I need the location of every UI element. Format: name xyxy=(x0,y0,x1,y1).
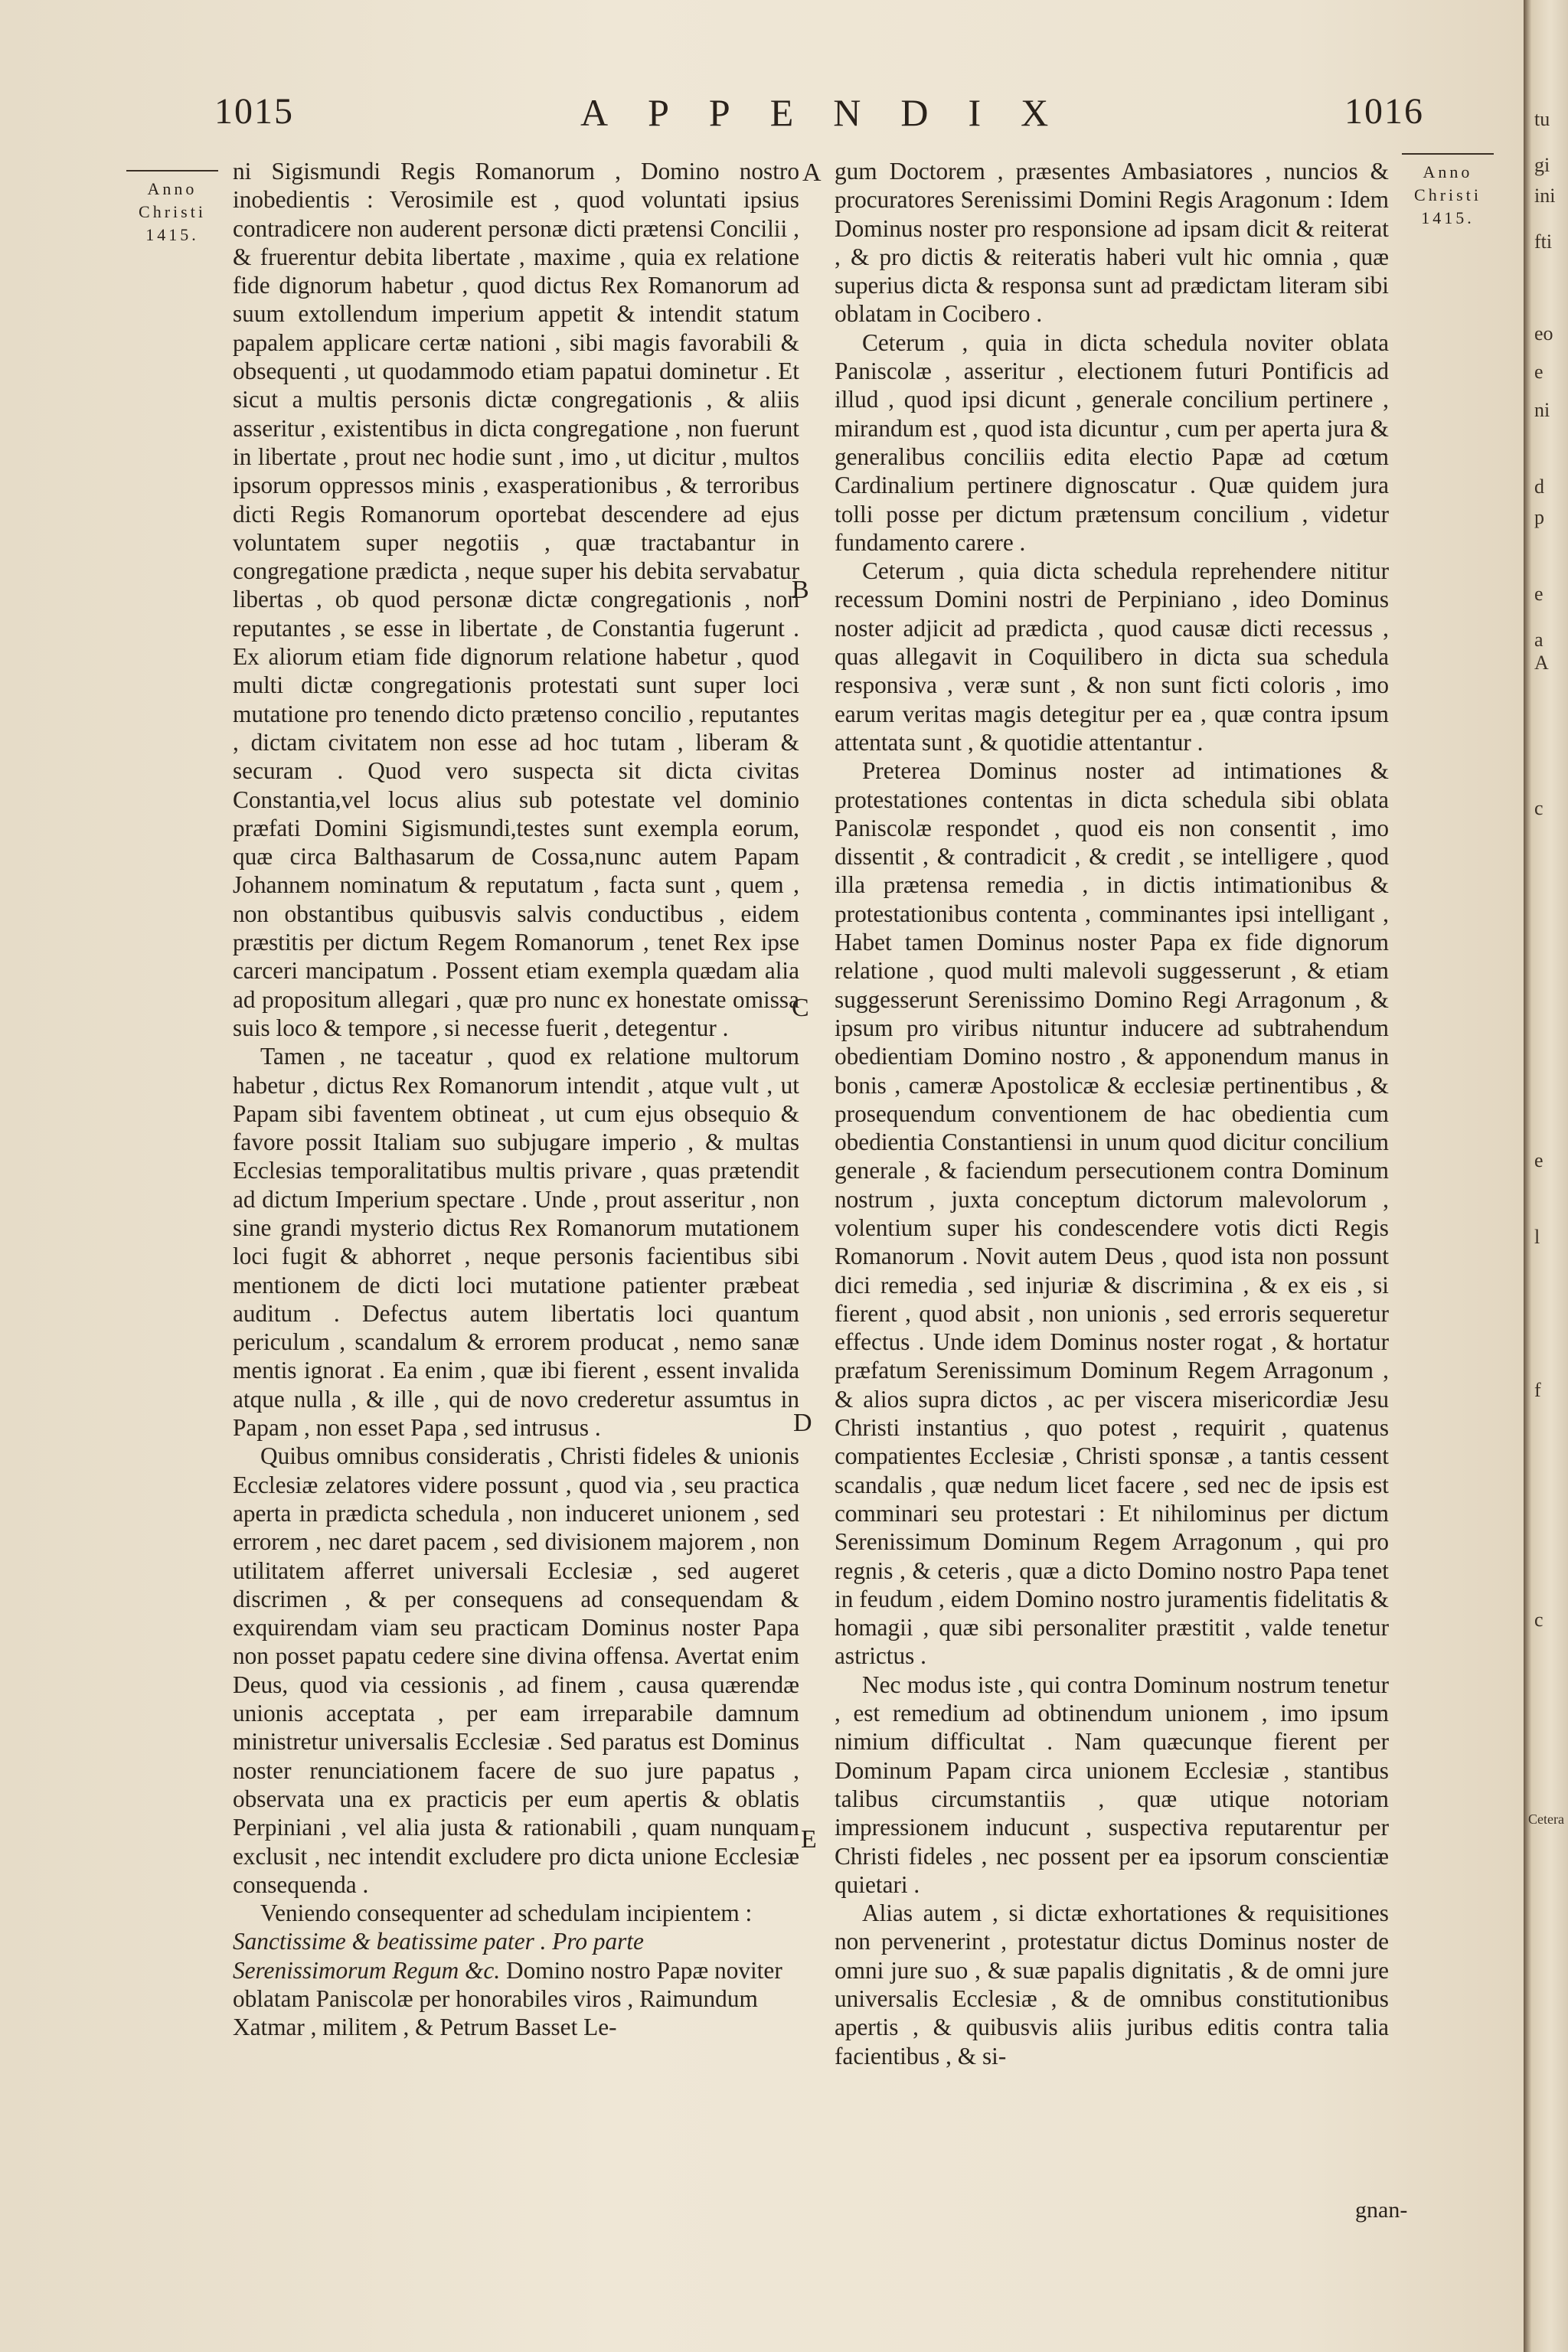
section-letter-c: C xyxy=(792,994,809,1022)
edge-fragment: tu xyxy=(1534,108,1550,130)
margin-note-left xyxy=(122,170,222,247)
page-header xyxy=(214,90,1424,152)
section-letter-e: E xyxy=(801,1825,817,1854)
right-paragraph-5: Nec modus iste , qui contra Dominum nostrum tenetur , est remedium ad obtinendum unionem , imo ipsum nimium difficultat . Nam quæcunque fierent per Dominum Papam circa unionem Ecclesiæ , stantibus talibus circumstantiis , quæ utique notoriam impressionem inducunt , suspectiva reputarentur per Christi fideles , nec possent per ea ipsorum conscientiæ quietari . xyxy=(835,1671,1389,1898)
edge-fragment: c xyxy=(1534,1609,1544,1631)
edge-fragment: A xyxy=(1534,652,1549,674)
margin-note-right xyxy=(1398,153,1498,230)
left-paragraph-3: Quibus omnibus consideratis , Christi fideles & unionis Ecclesiæ zelatores videre possunt , quod via , seu practica aperta in prædicta schedula , non induceret unionem , sed errorem , nec daret pacem , sed divisionem majorem , non utilitatem afferret universali Ecclesiæ , sed augeret discrimen , & per consequens ad consequendam & exquirendam viam seu practicam Dominus noster Papa non posset papatu cedere sine divina offensa. Avertat enim Deus, quod via cessionis , ad finem , causa quærendæ unionis acceptata , per eam irreparabile damnum ministretur universalis Ecclesiæ . Sed paratus est Dominus noster renunciationem facere de suo jure papatus , observata una ex practicis per eum apertis & oblatis Perpiniani , vel alia justa & rationabili , quam nunquam exclusit , nec intendit excludere pro dicta unione Ecclesiæ consequenda . xyxy=(233,1442,799,1898)
adjacent-page-edge xyxy=(1524,0,1568,2352)
right-paragraph-4: Preterea Dominus noster ad intimationes & protestationes contentas in dicta schedula sibi oblata Paniscolæ respondet , quod eis non consentit , imo dissentit , & contradicit , & credit , se intelligere , quod illa prætensa remedia , in dictis intimationibus & protestationibus contenta , comminantes ipsi intelligant , Habet tamen Dominus noster Papa ex fide dignorum relatione , quod multi malevoli suggesserunt , & etiam suggesserunt Serenissimo Domino Regi Arragonum , & ipsum pro viribus nituntur inducere ad subtrahendum obedientiam Domino nostro , & apponendum manus in bonis , cameræ Apostolicæ & ecclesiæ pertinentibus , & prosequendum conventionem de hac obedientia cum obedientia Constantiensi in unum quod dicitur concilium generale , & faciendum persecutionem contra Dominum nostrum , juxta conceptum dictorum malevolorum , volentium super his condescendere votis dicti Regis Romanorum . Novit autem Deus , quod ista non possunt dici remedia , sed injuriæ & discrimina , & ex eis , si fierent , quod absit , non unionis , sed erroris sequeretur effectus . Unde idem Dominus noster rogat , & hortatur præfatum Serenissimum Dominum Regem Arragonum , & alios supra dictos , ac per viscera misericordiæ Jesu Christi instantius , quo potest , requirit , quatenus compatientes Ecclesiæ , Christi sponsæ , a tantis cessent scandalis , quæ nedum licet facere , sed nec de ipsis est comminari seu protestari : Et nihilominus per dictum Serenissimum Dominum Regem Arragonum , qui pro regnis , & ceteris , quæ a dicto Domino nostro Papa tenet in feudum , eidem Domino nostro juramentis fidelitatis & homagii , quæ sibi personaliter præstitit , valde tenetur astrictus . xyxy=(835,757,1389,1670)
margin-note-left-line2: Christi xyxy=(139,202,206,221)
edge-fragment: l xyxy=(1534,1226,1540,1248)
edge-fragment: c xyxy=(1534,797,1544,819)
right-paragraph-3: Ceterum , quia dicta schedula reprehendere nititur recessum Domini nostri de Perpiniano , ideo Dominus noster adjicit ad prædicta , quod causæ dicti recessus , quas allegavit in Coquilibero in dicta sua schedula responsiva , veræ sunt , & non sunt ficti coloris , imo earum veritas magis detegitur per ea , quæ contra ipsum attentata sunt , & quotidie attentantur . xyxy=(835,557,1389,756)
right-column xyxy=(835,157,1389,2070)
section-letter-a: A xyxy=(802,158,822,187)
left-paragraph-4-end: Domino nostro Papæ noviter oblatam Paniscolæ per honorabiles viros , Raimundum Xatmar , militem , & Petrum Basset Le- xyxy=(233,1956,782,2041)
right-paragraph-2: Ceterum , quia in dicta schedula noviter oblata Paniscolæ , asseritur , electionem futuri Pontificis ad illud , quod ipsi dicunt , generale concilium pertinere , mirandum est , quod ista dicuntur , cum per aperta jura & generalibus conciliis edita electio Papæ ad cœtum Cardinalium pertinere dignoscatur . Quæ quidem jura tolli posse per dictum prætensum concilium , videtur fundamento carere . xyxy=(835,328,1389,556)
edge-fragment: fti xyxy=(1534,230,1553,253)
edge-fragment: ni xyxy=(1534,399,1550,421)
edge-fragment: d xyxy=(1534,475,1544,498)
edge-fragment: p xyxy=(1534,506,1544,528)
section-letter-d: D xyxy=(793,1409,812,1437)
left-paragraph-4 xyxy=(233,1899,799,2041)
edge-fragment: e xyxy=(1534,583,1544,605)
edge-fragment: gi xyxy=(1534,154,1550,176)
edge-fragment: f xyxy=(1534,1379,1541,1401)
left-paragraph-2: Tamen , ne taceatur , quod ex relatione multorum habetur , dictus Rex Romanorum intendit , atque vult , ut Papam sibi faventem obtineat , ut cum ejus obsequio & favore possit Italiam suo subjugare imperio , & multas Ecclesias temporalitatibus multis privare , quas prætendit ad dictum Imperium spectare . Unde , prout asseritur , non sine grandi mysterio dictus Rex Romanorum mutationem loci fugit & abhorret , neque personis facientibus sibi mentionem de dicti loci mutatione patienter præbeat auditum . Defectus autem libertatis loci quantum periculum , scandalum & errorem producat , nemo sanæ mentis ignorat . Ea enim , quæ ibi fierent , essent invalida atque nulla , & ille , qui de novo crederetur assumtus in Papam , non esset Papa , sed intrusus . xyxy=(233,1043,799,1442)
left-paragraph-1: ni Sigismundi Regis Romanorum , Domino nostro inobedientis : Verosimile est , quod voluntati ipsius contradicere non auderent personæ dicti prætensi Concilii , & fruerentur debita libertate , maxime , quia ex relatione fide dignorum habetur , quod dictus Rex Romanorum ad suum extollendum imperium appetit & intendit statum papalem applicare certæ nationi , sibi magis favorabili & obsequenti , ut quodammodo etiam papatui dominetur . Et sicut a multis personis dictæ congregationis , & aliis asseritur , existentibus in dicta congregatione , non fuerunt in libertate , prout nec hodie sunt , imo , ut dicitur , multos ipsorum oppressos minis , exasperationibus , & terroribus dicti Regis Romanorum oportebat descendere ad ejus voluntatem super negotiis , quæ tractabantur in congregatione prædicta , neque super his debita servabatur libertas , ob quod personæ dictæ congregationis , non reputantes , se esse in libertate , de Constantia fugerunt . Ex aliorum etiam fide dignorum relatione habetur , quod multi dictæ congregationis protestati sunt super loci mutatione pro tenendo dicto prætenso concilio , reputantes , dictam civitatem non esse ad hoc tutam , liberam & securam . Quod vero suspecta sit dicta civitas Constantia,vel locus alius sub potestate vel dominio præfati Domini Sigismundi,testes sunt exempla eorum, quæ circa Balthasarum de Cossa,nunc autem Papam Johannem nominatum & reputatum , facta sunt , quem , non obstantibus quibusvis salvis conductibus , eidem præstitis per dictum Regem Romanorum , tenet Rex ipse carceri mancipatum . Possent etiam exempla quædam alia ad propositum allegari , quæ pro nunc ex honestate omissa suis loco & tempore , si necesse fuerit , detegentur . xyxy=(233,158,799,1041)
edge-fragment: e xyxy=(1534,1149,1544,1171)
left-paragraph-4-incipit: Sanctissime & beatissime pater . Pro parte Serenissimorum Regum &c. xyxy=(233,1928,644,1984)
edge-fragment: a xyxy=(1534,629,1544,651)
left-paragraph-4-start: Veniendo consequenter ad schedulam incipientem : xyxy=(260,1900,753,1927)
left-column xyxy=(233,157,799,2042)
running-title: APPENDIX xyxy=(580,91,1089,134)
margin-note-right-line3: 1415. xyxy=(1421,208,1475,227)
section-letter-b: B xyxy=(792,576,809,604)
edge-fragment: Cetera xyxy=(1528,1811,1564,1827)
page-number-right: 1016 xyxy=(1344,91,1424,132)
catchword: gnan- xyxy=(1355,2197,1408,2223)
right-paragraph-1: gum Doctorem , præsentes Ambasiatores , nuncios & procuratores Serenissimi Domini Regis Aragonum : Idem Dominus noster pro responsione ad ipsam dicit & reiterat , & pro dictis & reiteratis haberi vult hic omnia , quæ superius dicta & responsa sunt ad prædictam literam sibi oblatam in Cocibero . xyxy=(835,158,1389,328)
page-number-left: 1015 xyxy=(214,91,294,132)
margin-note-left-line1: Anno xyxy=(147,179,198,198)
edge-fragment: ini xyxy=(1534,185,1556,207)
margin-note-left-line3: 1415. xyxy=(145,225,199,244)
margin-note-right-line1: Anno xyxy=(1423,162,1473,181)
edge-fragment: e xyxy=(1534,361,1544,383)
margin-note-right-line2: Christi xyxy=(1414,185,1481,204)
edge-fragment: eo xyxy=(1534,322,1553,345)
right-paragraph-6: Alias autem , si dictæ exhortationes & requisitiones non pervenerint , protestatur dictus Dominus noster de omni jure suo , & suæ papalis dignitatis , & de omni jure universalis Ecclesiæ , & de omnibus constitutionibus apertis , & quibusvis aliis juribus editis contra talia facientibus , & si- xyxy=(835,1900,1389,2069)
